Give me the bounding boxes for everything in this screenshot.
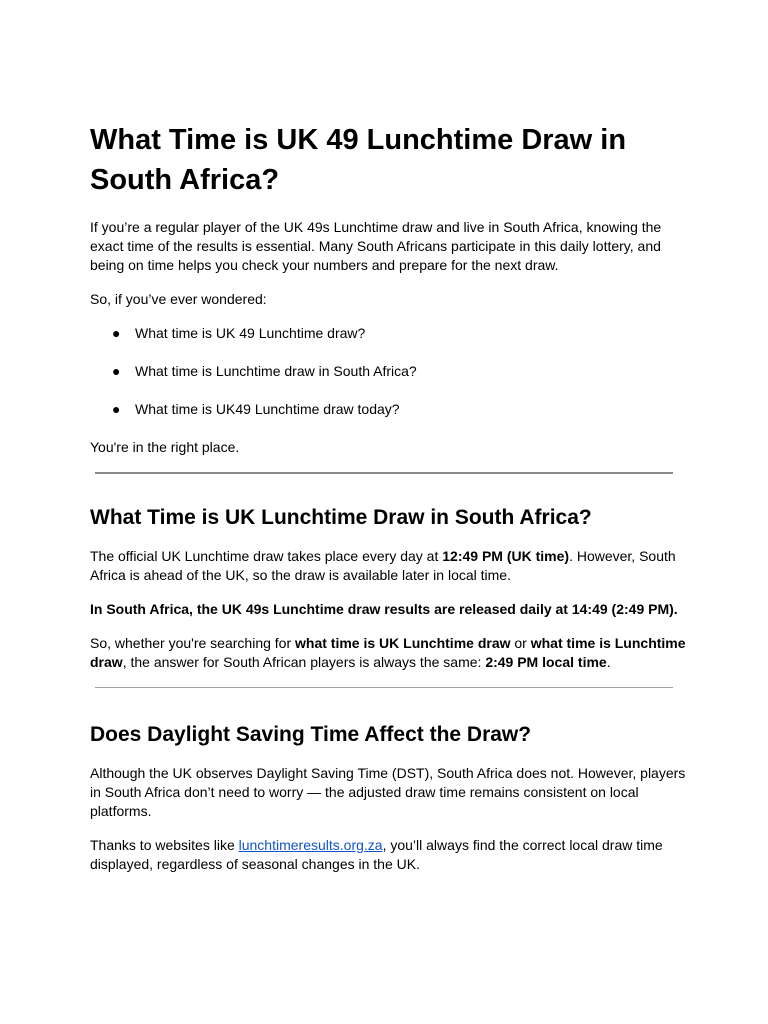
page-title: What Time is UK 49 Lunchtime Draw in South Africa? — [90, 124, 627, 196]
text-run: So, whether you're searching for — [90, 635, 296, 651]
list-item-text: What time is UK 49 Lunchtime draw? — [135, 325, 366, 341]
right-place-paragraph: You're in the right place. — [90, 439, 240, 455]
section-heading: What Time is UK Lunchtime Draw in South Africa? — [90, 506, 592, 529]
sa-time-paragraph — [90, 600, 690, 619]
list-item — [90, 324, 690, 343]
bullet-icon: ● — [112, 325, 121, 341]
uk-time-bold: 12:49 PM (UK time) — [442, 548, 570, 564]
text-run: The official UK Lunchtime draw takes place every day at — [90, 548, 443, 564]
sa-time-bold: In South Africa, the UK 49s Lunchtime draw results are released daily at 14:49 (2:49 PM). — [90, 601, 678, 617]
intro-paragraph: If you’re a regular player of the UK 49s Lunchtime draw and live in South Africa, knowing the exact time of the results is essential. Many South Africans participate in this daily lottery, and being on time helps you check your numbers and prepare for the next draw. — [90, 219, 662, 273]
questions-list — [90, 324, 690, 419]
section-divider — [95, 472, 673, 474]
dst-paragraph: Although the UK observes Daylight Saving Time (DST), South Africa does not. However, players in South Africa don’t need to worry — the adjusted draw time remains consistent on local platforms. — [90, 765, 686, 819]
document-body — [90, 120, 690, 889]
bullet-icon: ● — [112, 363, 121, 379]
text-run: , you’ll always find the correct local draw time displayed, regardless of seasonal changes in the UK. — [90, 837, 663, 872]
list-item — [90, 400, 690, 419]
bullet-icon: ● — [112, 401, 121, 417]
text-run: , the answer for South African players is always the same: — [122, 654, 486, 670]
section-heading: Does Daylight Saving Time Affect the Draw? — [90, 723, 532, 746]
official-time-paragraph — [90, 547, 690, 585]
text-run: or — [510, 635, 531, 651]
list-item — [90, 362, 690, 381]
query-bold: what time is UK Lunchtime draw — [295, 635, 511, 651]
text-run: Thanks to websites like — [90, 837, 239, 853]
website-paragraph — [90, 836, 690, 874]
text-run: . — [606, 654, 611, 670]
list-item-text: What time is UK49 Lunchtime draw today? — [135, 401, 400, 417]
section-divider — [95, 687, 673, 688]
answer-paragraph — [90, 634, 690, 672]
list-item-text: What time is Lunchtime draw in South Africa? — [135, 363, 417, 379]
query-bold: what time is Lunchtime draw — [90, 635, 686, 670]
lunchtimeresults-link[interactable]: lunchtimeresults.org.za — [238, 837, 383, 853]
local-time-bold: 2:49 PM local time — [485, 654, 607, 670]
text-run: . However, South Africa is ahead of the UK, so the draw is available later in local time. — [90, 548, 676, 583]
wondered-paragraph: So, if you’ve ever wondered: — [90, 291, 267, 307]
